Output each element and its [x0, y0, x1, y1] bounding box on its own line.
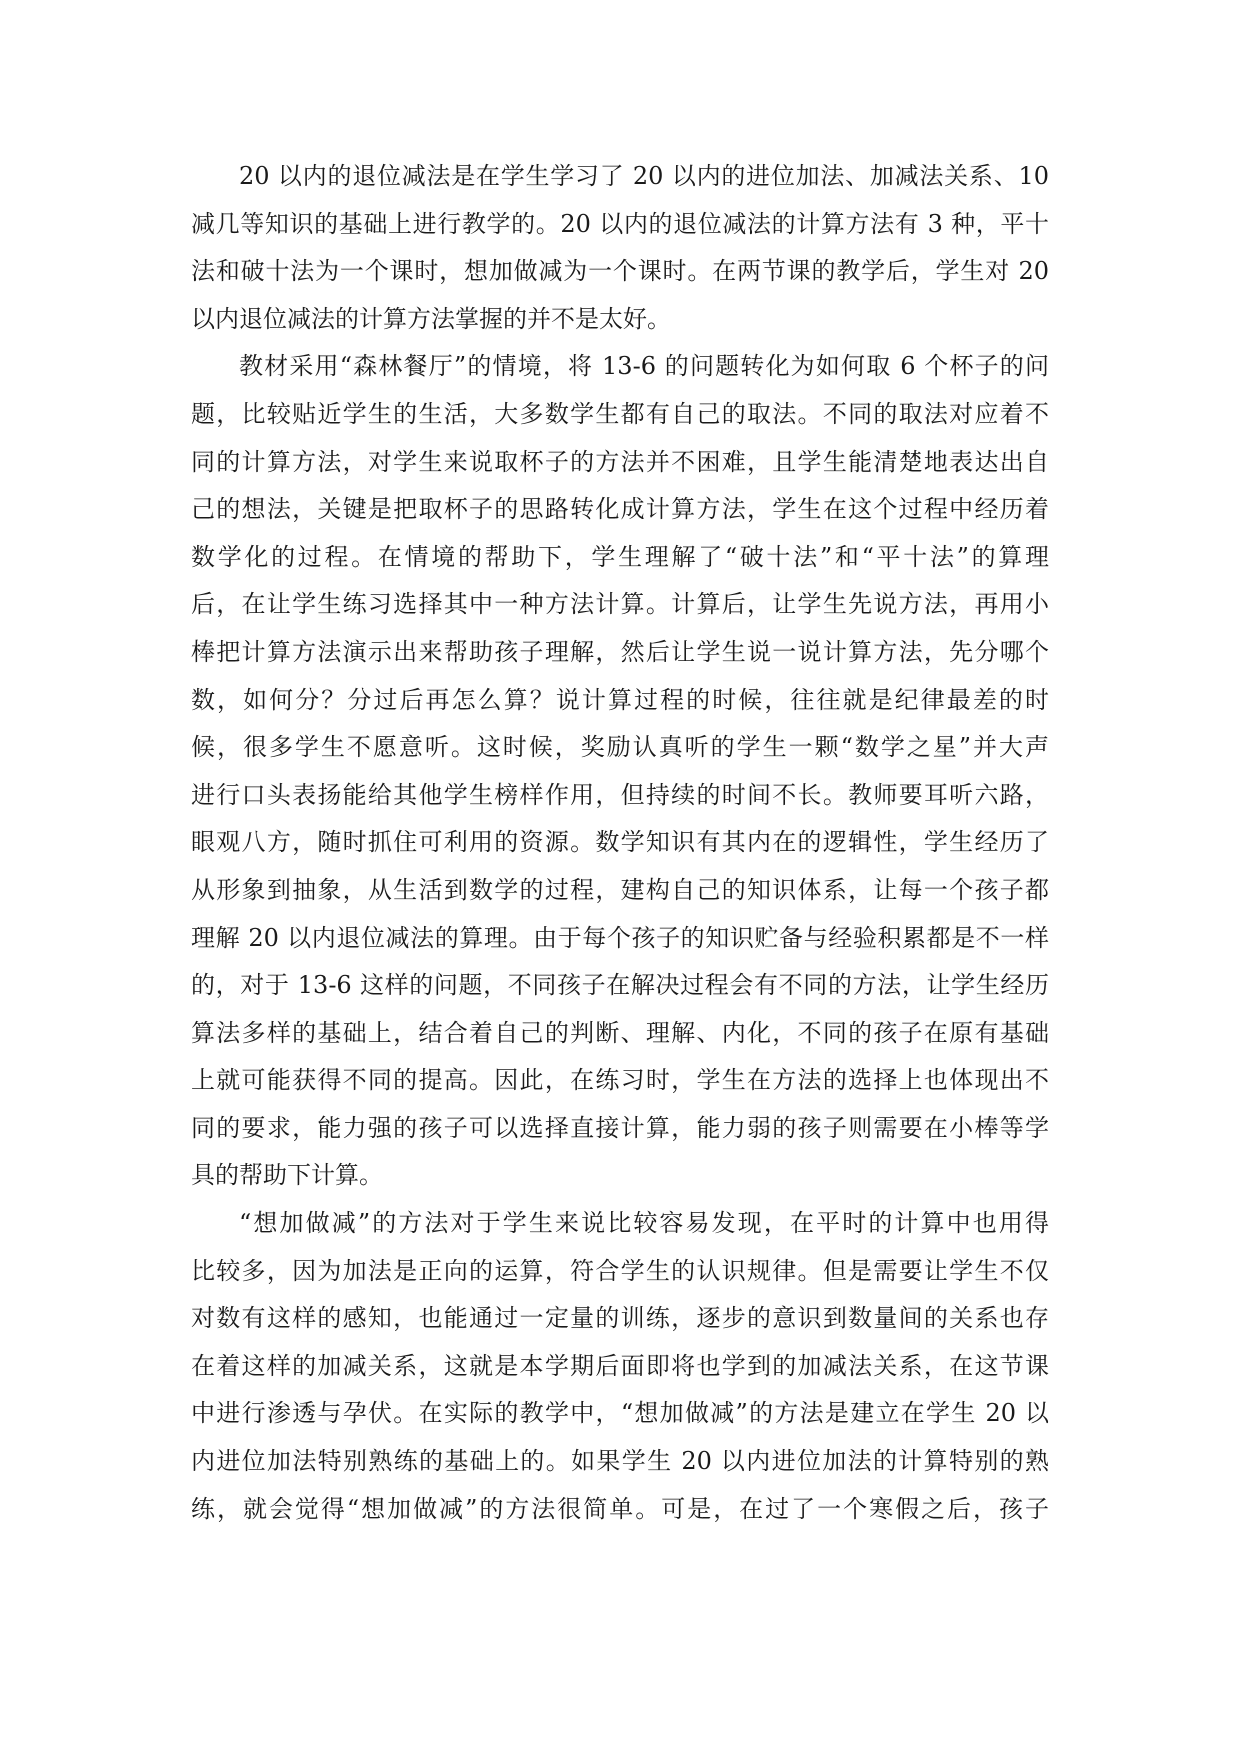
- text-line: 己的想法，关键是把取杯子的思路转化成计算方法，学生在这个过程中经历着: [191, 495, 1049, 524]
- text-line: 在着这样的加减关系，这就是本学期后面即将也学到的加减法关系，在这节课: [191, 1351, 1049, 1380]
- text-line: “想加做减”的方法对于学生来说比较容易发现，在平时的计算中也用得: [239, 1209, 1049, 1238]
- text-line: 法和破十法为一个课时，想加做减为一个课时。在两节课的教学后，学生对 20: [191, 257, 1049, 286]
- text-line: 减几等知识的基础上进行教学的。20 以内的退位减法的计算方法有 3 种，平十: [191, 209, 1049, 238]
- text-line: 上就可能获得不同的提高。因此，在练习时，学生在方法的选择上也体现出不: [191, 1066, 1049, 1095]
- text-line: 数，如何分？分过后再怎么算？说计算过程的时候，往往就是纪律最差的时: [191, 685, 1049, 714]
- text-line: 题，比较贴近学生的生活，大多数学生都有自己的取法。不同的取法对应着不: [191, 399, 1049, 428]
- text-line: 比较多，因为加法是正向的运算，符合学生的认识规律。但是需要让学生不仅: [191, 1256, 1049, 1285]
- text-line: 20 以内的退位减法是在学生学习了 20 以内的进位加法、加减法关系、10: [239, 162, 1049, 190]
- text-line: 的，对于 13-6 这样的问题，不同孩子在解决过程会有不同的方法，让学生经历: [191, 971, 1049, 1000]
- paragraph-2: [191, 343, 1049, 1200]
- text-line: 同的计算方法，对学生来说取杯子的方法并不困难，且学生能清楚地表达出自: [191, 447, 1049, 476]
- text-line: 候，很多学生不愿意听。这时候，奖励认真听的学生一颗“数学之星”并大声: [191, 733, 1049, 762]
- text-line: 以内退位减法的计算方法掌握的并不是太好。: [191, 304, 671, 333]
- text-line: 内进位加法特别熟练的基础上的。如果学生 20 以内进位加法的计算特别的熟: [191, 1447, 1049, 1476]
- text-line: 中进行渗透与孕伏。在实际的教学中，“想加做减”的方法是建立在学生 20 以: [191, 1399, 1049, 1428]
- text-line: 眼观八方，随时抓住可利用的资源。数学知识有其内在的逻辑性，学生经历了: [191, 828, 1049, 857]
- paragraph-1: [191, 153, 1049, 343]
- text-line: 数学化的过程。在情境的帮助下，学生理解了“破十法”和“平十法”的算理: [191, 542, 1049, 571]
- text-line: 算法多样的基础上，结合着自己的判断、理解、内化，不同的孩子在原有基础: [191, 1018, 1049, 1047]
- text-line: 棒把计算方法演示出来帮助孩子理解，然后让学生说一说计算方法，先分哪个: [191, 637, 1049, 666]
- text-line: 练，就会觉得“想加做减”的方法很简单。可是，在过了一个寒假之后，孩子: [191, 1494, 1049, 1523]
- text-line: 理解 20 以内退位减法的算理。由于每个孩子的知识贮备与经验积累都是不一样: [191, 923, 1049, 952]
- text-line: 后，在让学生练习选择其中一种方法计算。计算后，让学生先说方法，再用小: [191, 590, 1049, 619]
- text-line: 进行口头表扬能给其他学生榜样作用，但持续的时间不长。教师要耳听六路，: [191, 780, 1049, 809]
- text-line: 对数有这样的感知，也能通过一定量的训练，逐步的意识到数量间的关系也存: [191, 1304, 1049, 1333]
- text-line: 同的要求，能力强的孩子可以选择直接计算，能力弱的孩子则需要在小棒等学: [191, 1113, 1049, 1142]
- document-body: [191, 153, 1049, 1533]
- paragraph-3: [191, 1200, 1049, 1533]
- text-line: 教材采用“森林餐厅”的情境，将 13-6 的问题转化为如何取 6 个杯子的问: [239, 352, 1049, 381]
- text-line: 具的帮助下计算。: [191, 1161, 383, 1190]
- text-line: 从形象到抽象，从生活到数学的过程，建构自己的知识体系，让每一个孩子都: [191, 875, 1049, 904]
